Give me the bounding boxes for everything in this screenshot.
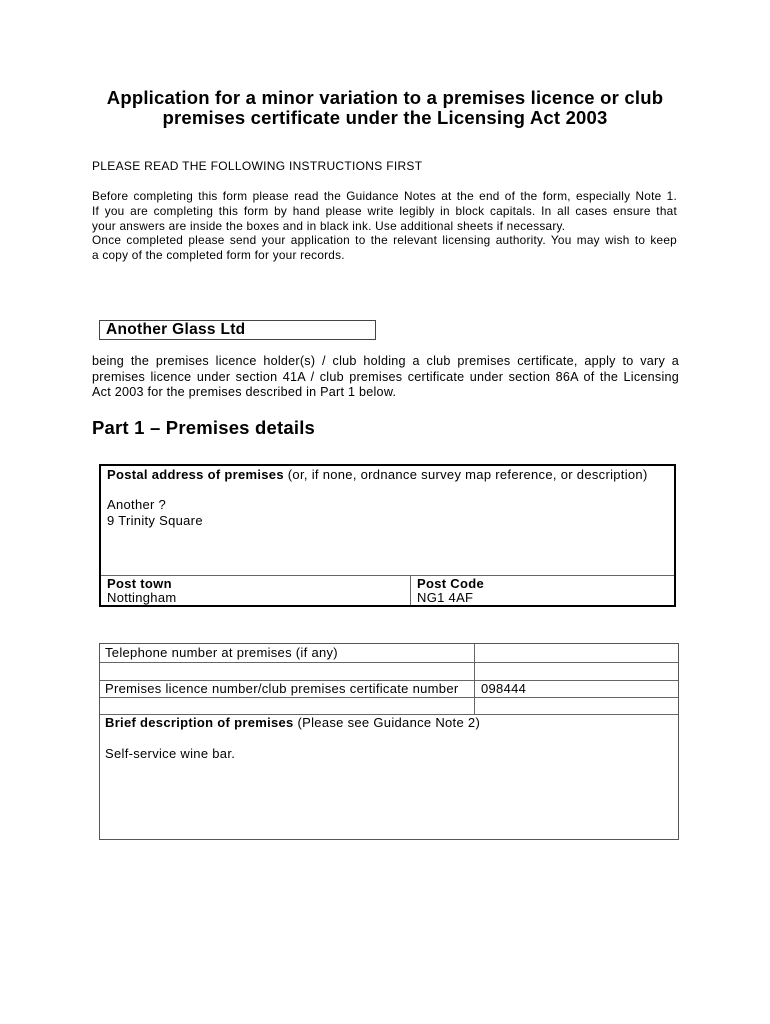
instructions-line: Before completing this form please read the Guidance Notes at the end of the form, especially Note 1. [92, 189, 677, 203]
declaration-line: Act 2003 for the premises described in Part 1 below. [92, 385, 397, 399]
applicant-name-field[interactable]: Another Glass Ltd [99, 320, 376, 340]
licence-number-value[interactable]: 098444 [481, 681, 527, 696]
instructions-line: a copy of the completed form for your records. [92, 248, 345, 262]
description-value[interactable]: Self-service wine bar. [105, 746, 236, 761]
post-code-label: Post Code [417, 576, 484, 591]
description-label: Brief description of premises [105, 715, 294, 730]
column-divider [410, 575, 411, 605]
post-code-value[interactable]: NG1 4AF [417, 590, 474, 605]
blank-row [100, 663, 474, 680]
declaration-line: premises licence under section 41A / club premises certificate under section 86A of the Licensing [92, 369, 679, 384]
postal-address-line[interactable]: Another ? [107, 497, 167, 512]
row-divider [101, 575, 674, 576]
postal-address-line[interactable]: 9 Trinity Square [107, 513, 203, 528]
telephone-field[interactable] [475, 644, 678, 662]
telephone-label: Telephone number at premises (if any) [105, 645, 338, 660]
blank-row [100, 698, 474, 714]
postal-address-label: Postal address of premises [107, 467, 284, 482]
part1-heading: Part 1 – Premises details [92, 417, 316, 438]
postal-address-field[interactable] [107, 497, 667, 571]
instructions-line: Once completed please send your application to the relevant licensing authority. You may wish to keep [92, 233, 677, 248]
premises-address-table [99, 464, 676, 607]
declaration-text [92, 354, 679, 401]
instructions-line: If you are completing this form by hand please write legibly in block capitals. In all cases ensure that [92, 203, 677, 218]
post-town-label: Post town [107, 576, 172, 591]
licence-number-label: Premises licence number/club premises certificate number [105, 681, 459, 696]
form-title [0, 88, 770, 128]
premises-info-table [99, 643, 679, 840]
form-title-line: premises certificate under the Licensing Act 2003 [162, 107, 608, 128]
instructions-heading: PLEASE READ THE FOLLOWING INSTRUCTIONS FIRST [92, 159, 423, 173]
form-title-line: Application for a minor variation to a premises licence or club [106, 87, 664, 108]
description-field[interactable] [105, 746, 670, 834]
postal-address-header [107, 467, 648, 482]
declaration-line: being the premises licence holder(s) / club holding a club premises certificate, apply to vary a [92, 354, 679, 368]
instructions-line: your answers are inside the boxes and in black ink. Use additional sheets if necessary. [92, 218, 566, 233]
description-header [105, 715, 480, 730]
description-hint: (Please see Guidance Note 2) [297, 715, 481, 730]
instructions-text [92, 189, 677, 263]
postal-address-hint: (or, if none, ordnance survey map reference, or description) [287, 467, 648, 482]
post-town-value[interactable]: Nottingham [107, 590, 177, 605]
